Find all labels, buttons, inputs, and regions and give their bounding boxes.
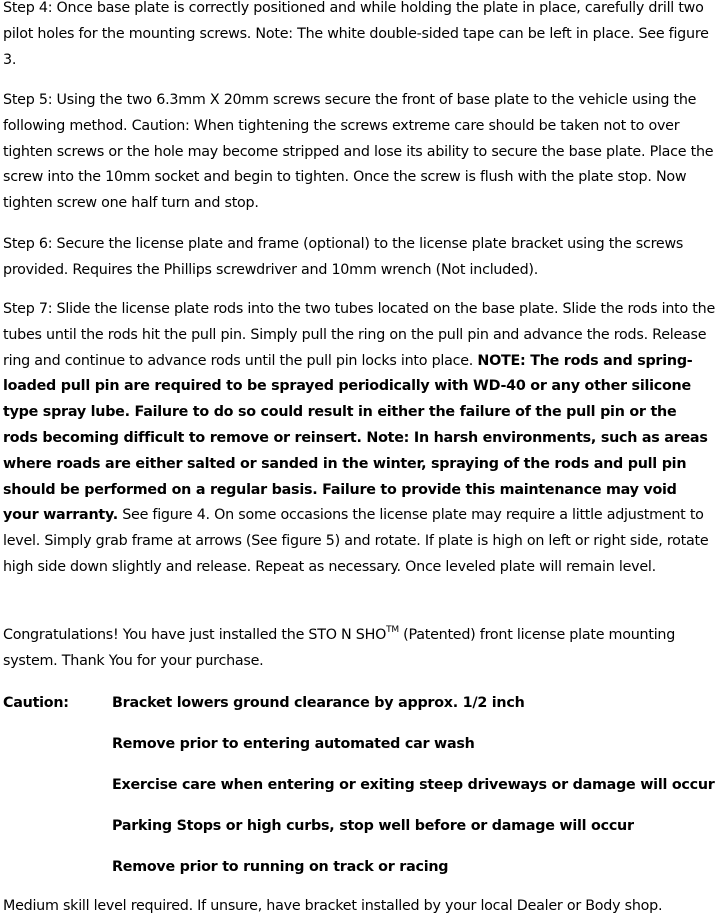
caution-label: Caution: (3, 695, 69, 711)
skill-level-footer: Medium skill level required. If unsure, have bracket installed by your local Dealer or Body shop. (3, 898, 663, 914)
step-7-intro: Step 7: Slide the license plate rods into the two tubes located on the base plate. Slide the rods into the tubes until the rods hit the pull pin. Simply pull the ring on the pull pin and advance the rods. Release ring and continue to advance rods until the pull pin locks into place. (3, 301, 716, 369)
caution-item-driveways: Exercise care when entering or exiting steep driveways or damage will occur (112, 777, 715, 793)
congrats-text: Congratulations! You have just installed the STO N SHO (3, 627, 387, 643)
caution-item-parking-stops: Parking Stops or high curbs, stop well before or damage will occur (112, 818, 634, 834)
congrats-text-end: (Patented) front license plate mounting system. Thank You for your purchase. (3, 627, 676, 669)
step-5-paragraph: Step 5: Using the two 6.3mm X 20mm screws secure the front of base plate to the vehicle using the following method. Caution: When tightening the screws extreme care should be taken not to over tighten screws or the hole may become stripped and lose its ability to secure the base plate. Place the screw into the 10mm socket and begin to tighten. Once the screw is flush with the plate stop. Now tighten screw one half turn and stop. (3, 92, 714, 212)
step-4-paragraph: Step 4: Once base plate is correctly positioned and while holding the plate in place, carefully drill two pilot holes for the mounting screws. Note: The white double-sided tape can be left in place. See figure 3. (3, 0, 709, 68)
caution-item-car-wash: Remove prior to entering automated car wash (112, 736, 475, 752)
step-7-leveling: See figure 4. On some occasions the license plate may require a little adjustment to level. Simply grab frame at arrows (See figure 5) and rotate. If plate is high on left or right side, rotate high side down slightly and release. Repeat as necessary. Once leveled plate will remain level. (3, 507, 709, 575)
step-7-maintenance-warning: NOTE: The rods and spring-loaded pull pin are required to be sprayed periodically with WD-40 or any other silicone type spray lube. Failure to do so could result in either the failure of the pull pin or the rods becoming difficult to remove or reinsert. Note: In harsh environments, such as areas where roads are either salted or sanded in the winter, spraying of the rods and pull pin should be performed on a regular basis. Failure to provide this maintenance may void your warranty. (3, 352, 708, 524)
step-7-paragraph (3, 297, 715, 581)
caution-item-racing: Remove prior to running on track or racing (112, 859, 449, 875)
congratulations-paragraph (3, 623, 715, 675)
step-6-paragraph: Step 6: Secure the license plate and frame (optional) to the license plate bracket using the screws provided. Requires the Phillips screwdriver and 10mm wrench (Not included). (3, 236, 684, 278)
trademark-mark: TM (386, 625, 399, 636)
caution-item-ground-clearance: Bracket lowers ground clearance by approx. 1/2 inch (112, 695, 525, 711)
